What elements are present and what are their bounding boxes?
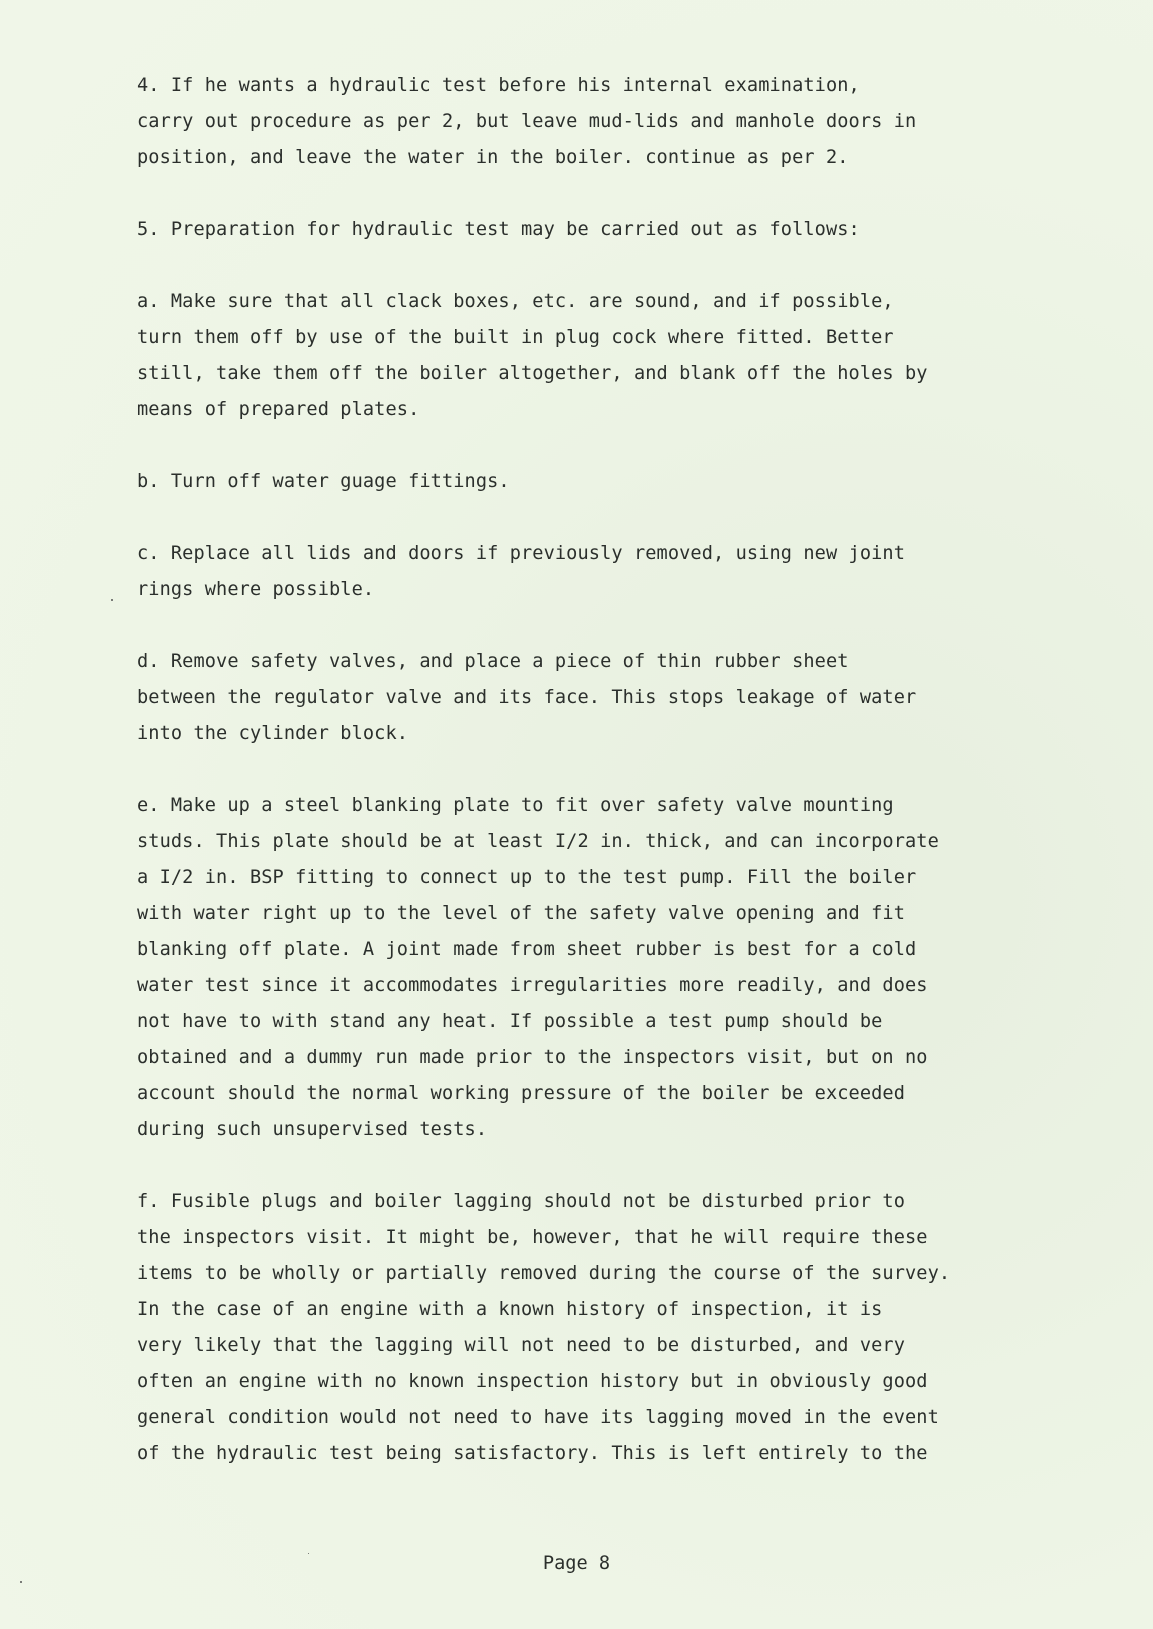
paper-speck bbox=[111, 599, 113, 601]
paragraph-4: 4. If he wants a hydraulic test before his internal examination, carry out procedure as per 2, but leave mud-lids and manhole doors in position, and leave the water in the boiler. continue as per 2. bbox=[137, 75, 917, 168]
paper-speck bbox=[308, 1553, 309, 1554]
paragraph-a: a. Make sure that all clack boxes, etc. are sound, and if possible, turn them off by use of the built in plug cock where fitted. Better still, take them off the boiler altogether, and blank off the holes by means of prepared plates. bbox=[137, 291, 928, 420]
page-number: Page 8 bbox=[542, 1553, 611, 1574]
body-text bbox=[137, 68, 1057, 1508]
paragraph-d: d. Remove safety valves, and place a piece of thin rubber sheet between the regulator valve and its face. This stops leakage of water into the cylinder block. bbox=[137, 651, 917, 744]
paragraph-c: c. Replace all lids and doors if previously removed, using new joint rings where possible. bbox=[137, 543, 906, 600]
paper-speck bbox=[20, 1581, 22, 1583]
paragraph-b: b. Turn off water guage fittings. bbox=[137, 471, 510, 492]
paragraph-5: 5. Preparation for hydraulic test may be carried out as follows: bbox=[137, 219, 860, 240]
paragraph-e: e. Make up a steel blanking plate to fit over safety valve mounting studs. This plate should be at least I/2 in. thick, and can incorporate a I/2 in. BSP fitting to connect up to the test pump. Fill the boiler with water right up to the level of the safety valve opening and fit blanking off plate. A joint made from sheet rubber is best for a cold water test since it accommodates irregularities more readily, and does not have to with stand any heat. If possible a test pump should be obtained and a dummy run made prior to the inspectors visit, but on no account should the normal working pressure of the boiler be exceeded during such unsupervised tests. bbox=[137, 795, 939, 1140]
paragraph-f: f. Fusible plugs and boiler lagging should not be disturbed prior to the inspectors visit. It might be, however, that he will require these items to be wholly or partially removed during the course of the survey. In the case of an engine with a known history of inspection, it is very likely that the lagging will not need to be disturbed, and very often an engine with no known inspection history but in obviously good general condition would not need to have its lagging moved in the event of the hydraulic test being satisfactory. This is left entirely to the bbox=[137, 1191, 951, 1464]
